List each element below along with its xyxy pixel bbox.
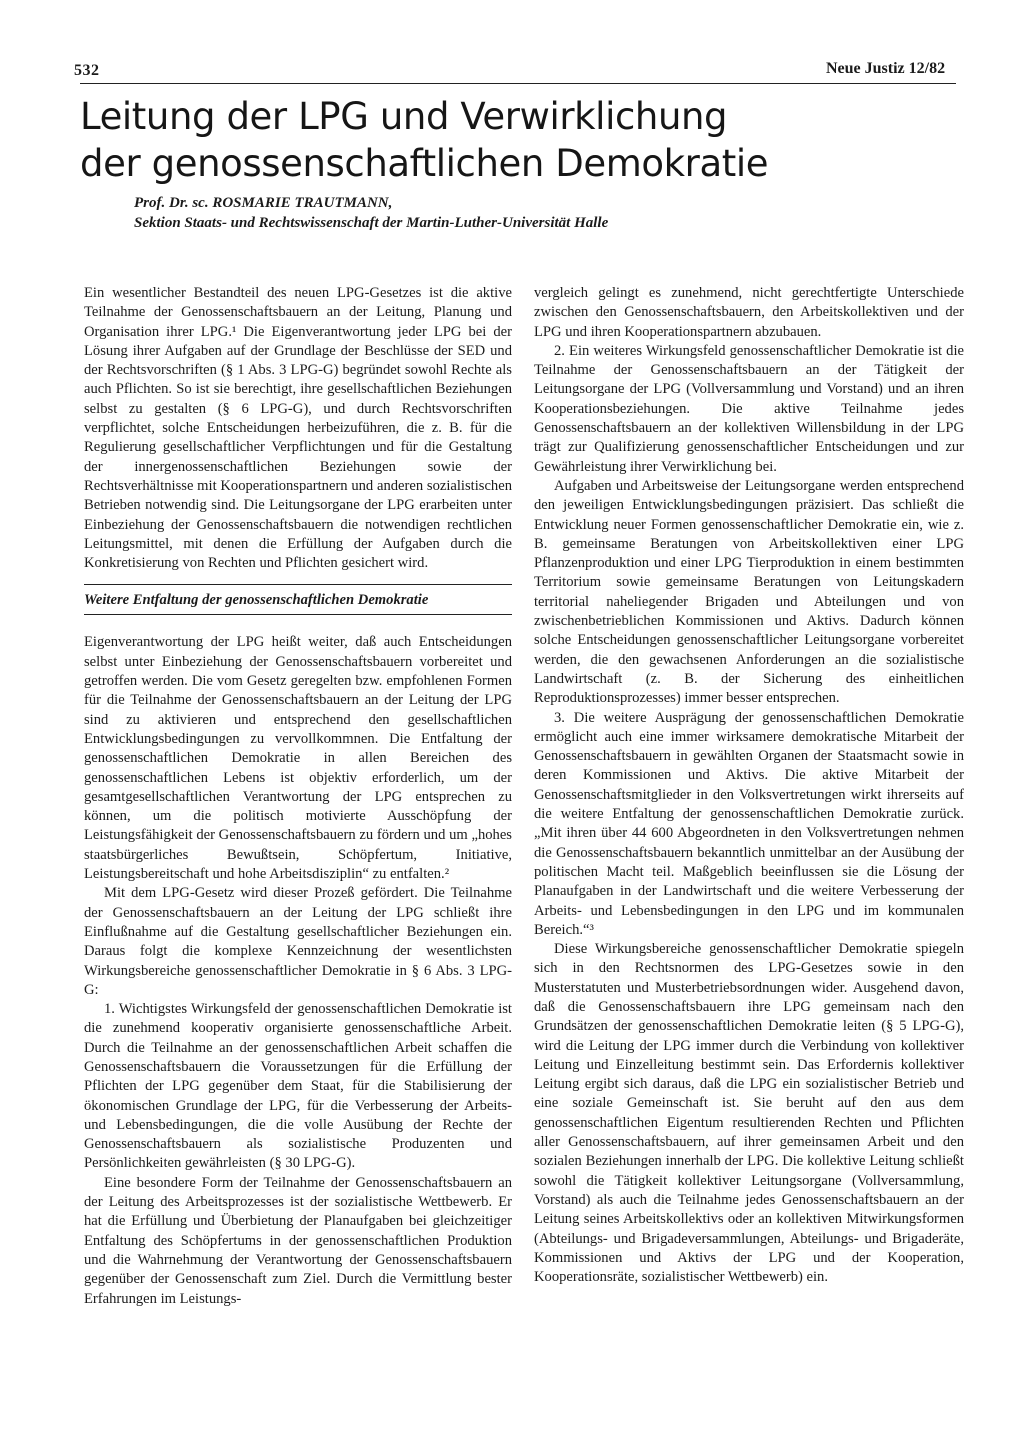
paragraph: Diese Wirkungsbereiche genossenschaftlicher Demokratie spiegeln sich in den Rechtsnormen des LPG-Gesetzes sowie in den Musterstatuten und Musterbetriebsordnungen wider. Ausgehend davon, daß die Genossenschaftsbauern ihre LPG gemeinsam nach den Grundsätzen der genossenschaftlichen Demokratie leiten (§ 5 LPG-G), wird die Leitung der LPG immer durch die Verbindung von kollektiver Leitung und Einzelleitung bestimmt sein. Das Erfordernis kollektiver Leitung ergibt sich daraus, daß die LPG ein sozialistischer Betrieb und eine soziale Gemeinschaft ist. Sie beruht auf den aus dem genossenschaftlichen Eigentum resultierenden Rechten und Pflichten aller Genossenschaftsbauern, auf ihrer gemeinsamen Arbeit und den sozialen Beziehungen innerhalb der LPG. Die kollektive Leitung schließt sowohl die Tätigkeit kollektiver Leitungsorgane (Vollversammlung, Vorstand) als auch die Teilnahme jedes Genossenschaftsbauern an der Leitung seines Arbeitskollektivs oder an kollektiven Mitwirkungsformen (Abteilungs- und Brigadeversammlungen, Abteilungs- und Brigaderäte, Kommissionen und Aktivs der LPG und der Kooperation, Kooperationsräte, sozialistischer Wettbewerb) ein. bbox=[534, 941, 964, 1286]
paragraph: vergleich gelingt es zunehmend, nicht gerechtfertigte Unterschiede zwischen den Genossenschaftsbauern, den Arbeitskollektiven und der LPG und ihren Kooperationspartnern abzubauen. bbox=[534, 285, 964, 340]
author-block bbox=[134, 193, 954, 233]
paragraph: 1. Wichtigstes Wirkungsfeld der genossenschaftlichen Demokratie ist die zunehmend kooperativ organisierte genossenschaftliche Arbeit. Durch die Teilnahme an der genossenschaftlichen Arbeit schaffen die Genossenschaftsbauern die Voraussetzungen für die Erfüllung der Pflichten der LPG gegenüber dem Staat, für die Stabilisierung der ökonomischen Grundlage der LPG, für die Verbesserung der Arbeits- und Lebensbedingungen, die die volle Ausübung der Rechte der Genossenschaftsbauern als sozialistische Produzenten und Persönlichkeiten gewährleisten (§ 30 LPG-G). bbox=[84, 1001, 512, 1172]
author-name: Prof. Dr. sc. ROSMARIE TRAUTMANN, bbox=[134, 195, 393, 211]
left-column bbox=[84, 284, 512, 1309]
article-title bbox=[80, 93, 960, 187]
journal-issue: Neue Justiz 12/82 bbox=[826, 60, 946, 77]
section-rule bbox=[84, 584, 512, 585]
paragraph: Eine besondere Form der Teilnahme der Genossenschaftsbauern an der Leitung des Arbeitsprozesses ist der sozialistische Wettbewerb. Er hat die Erfüllung und Überbietung der Planaufgaben bei gleichzeitiger Entfaltung des Schöpfertums in der genossenschaftlichen Produktion und die Wahrnehmung der Verantwortung der Genossenschaftsbauern gegenüber der Genossenschaft zum Ziel. Durch die Vermittlung bester Erfahrungen im Leistungs- bbox=[84, 1174, 512, 1307]
title-line-1: Leitung der LPG und Verwirklichung bbox=[80, 95, 728, 138]
paragraph: 2. Ein weiteres Wirkungsfeld genossenschaftlicher Demokratie ist die Teilnahme der Genossenschaftsbauern an der Tätigkeit der Leitungsorgane der LPG (Vollversammlung und Vorstand) und an ihren Kooperationsbeziehungen. Die aktive Teilnahme jedes Genossenschaftsbauern an der kollektiven Willensbildung in der LPG trägt zur Qualifizierung genossenschaftlicher Entscheidungen und zur Gewährleistung ihrer Verwirklichung bei. bbox=[534, 342, 964, 475]
section-spacer bbox=[84, 615, 512, 633]
paragraph: Aufgaben und Arbeitsweise der Leitungsorgane werden entsprechend den jeweiligen Entwicklungsbedingungen präzisiert. Das schließt die Entwicklung neuer Formen genossenschaftlicher Demokratie ein, wie z. B. gemeinsame Beratungen von Arbeitskollektiven einer LPG Pflanzenproduktion und einer LPG Tierproduktion in einem bestimmten Territorium sowie gemeinsame Beratungen von Leitungskadern territorial naheliegender Brigaden und Abteilungen und von zwischenbetrieblichen Kommissionen und Aktivs. Dadurch können solche Entscheidungen genossenschaftlicher Leitungsorgane vorbereitet werden, die den gewachsenen Anforderungen an die sozialistische Landwirtschaft (z. B. der Sicherung des einheitlichen Reproduktionsprozesses) immer besser entsprechen. bbox=[534, 477, 964, 707]
author-affiliation: Sektion Staats- und Rechtswissenschaft der Martin-Luther-Universität Halle bbox=[134, 215, 609, 231]
page-number: 532 bbox=[74, 62, 100, 79]
paragraph: Eigenverantwortung der LPG heißt weiter, daß auch Entscheidungen selbst unter Einbeziehung der Genossenschaftsbauern vorbereitet und getroffen werden. Die vom Gesetz geregelten bzw. empfohlenen Formen für die Teilnahme der Genossenschaftsbauern an der Leitung der LPG sind zu aktivieren und entsprechend den gesellschaftlichen Entwicklungsbedingungen zu vervollkommnen. Die Entfaltung der genossenschaftlichen Demokratie in allen Bereichen des genossenschaftlichen Lebens ist objektiv erforderlich, um der gesamtgesellschaftlichen Verantwortung der LPG entsprechen zu können, um die politisch motivierte Ausschöpfung der Leistungsfähigkeit der Genossenschaftsbauern zu fördern und um „hohes staatsbürgerliches Bewußtsein, Schöpfertum, Initiative, Leistungsbereitschaft und hohe Arbeitsdisziplin“ zu entfalten.² bbox=[84, 634, 512, 883]
paragraph: Ein wesentlicher Bestandteil des neuen LPG-Gesetzes ist die aktive Teilnahme der Genossenschaftsbauern an der Leitung, Planung und Organisation ihrer LPG.¹ Die Eigenverantwortung jeder LPG bei der Lösung ihrer Aufgaben auf der Grundlage der Beschlüsse der SED und der Rechtsvorschriften (§ 1 Abs. 3 LPG-G) begründet sowohl Rechte als auch Pflichten. So ist sie berechtigt, ihre gesellschaftlichen Beziehungen selbst zu gestalten (§ 6 LPG-G), und durch Rechtsvorschriften verpflichtet, solche Entscheidungen herbeizuführen, die z. B. für die Regulierung gesellschaftlicher Verpflichtungen und für die Gestaltung der innergenossenschaftlichen Beziehungen sowie der Rechtsverhältnisse mit Kooperationspartnern und anderen sozialistischen Betrieben notwendig sind. Die Leitungsorgane der LPG erarbeiten unter Einbeziehung der Genossenschaftsbauern die notwendigen rechtlichen Leitungsmittel, mit denen die Erfüllung der Aufgaben durch die Konkretisierung von Rechten und Pflichten gesichert wird. bbox=[84, 285, 512, 572]
header-rule bbox=[80, 83, 956, 84]
title-line-2: der genossenschaftlichen Demokratie bbox=[80, 142, 769, 185]
paragraph: 3. Die weitere Ausprägung der genossenschaftlichen Demokratie ermöglicht auch eine immer wirksamere demokratische Mitarbeit der Genossenschaftsbauern in gewählten Organen der Staatsmacht sowie in deren Kommissionen und Aktivs. Die aktive Mitarbeit der Genossenschaftsmitglieder in den Volksvertretungen wirkt ihrerseits auf die weitere Entfaltung der genossenschaftlichen Demokratie zurück. „Mit ihren über 44 600 Abgeordneten in den Volksvertretungen nehmen die Genossenschaftsbauern bekanntlich unmittelbar an der Ausübung der politischen Macht teil. Maßgeblich beeinflussen sie die Lösung der Planaufgaben in der Landwirtschaft und die weitere Verbesserung der Arbeits- und Lebensbedingungen in den LPG und im kommunalen Bereich.“³ bbox=[534, 709, 964, 938]
paragraph: Mit dem LPG-Gesetz wird dieser Prozeß gefördert. Die Teilnahme der Genossenschaftsbauern an der Leitung der LPG schließt ihre Einflußnahme auf die Gestaltung gesellschaftlicher Beziehungen ein. Daraus folgt die komplexe Kennzeichnung der wesentlichsten Wirkungsbereiche genossenschaftlicher Demokratie in § 6 Abs. 3 LPG-G: bbox=[84, 885, 512, 998]
right-column bbox=[534, 284, 964, 1287]
section-heading: Weitere Entfaltung der genossenschaftlichen Demokratie bbox=[84, 591, 512, 615]
